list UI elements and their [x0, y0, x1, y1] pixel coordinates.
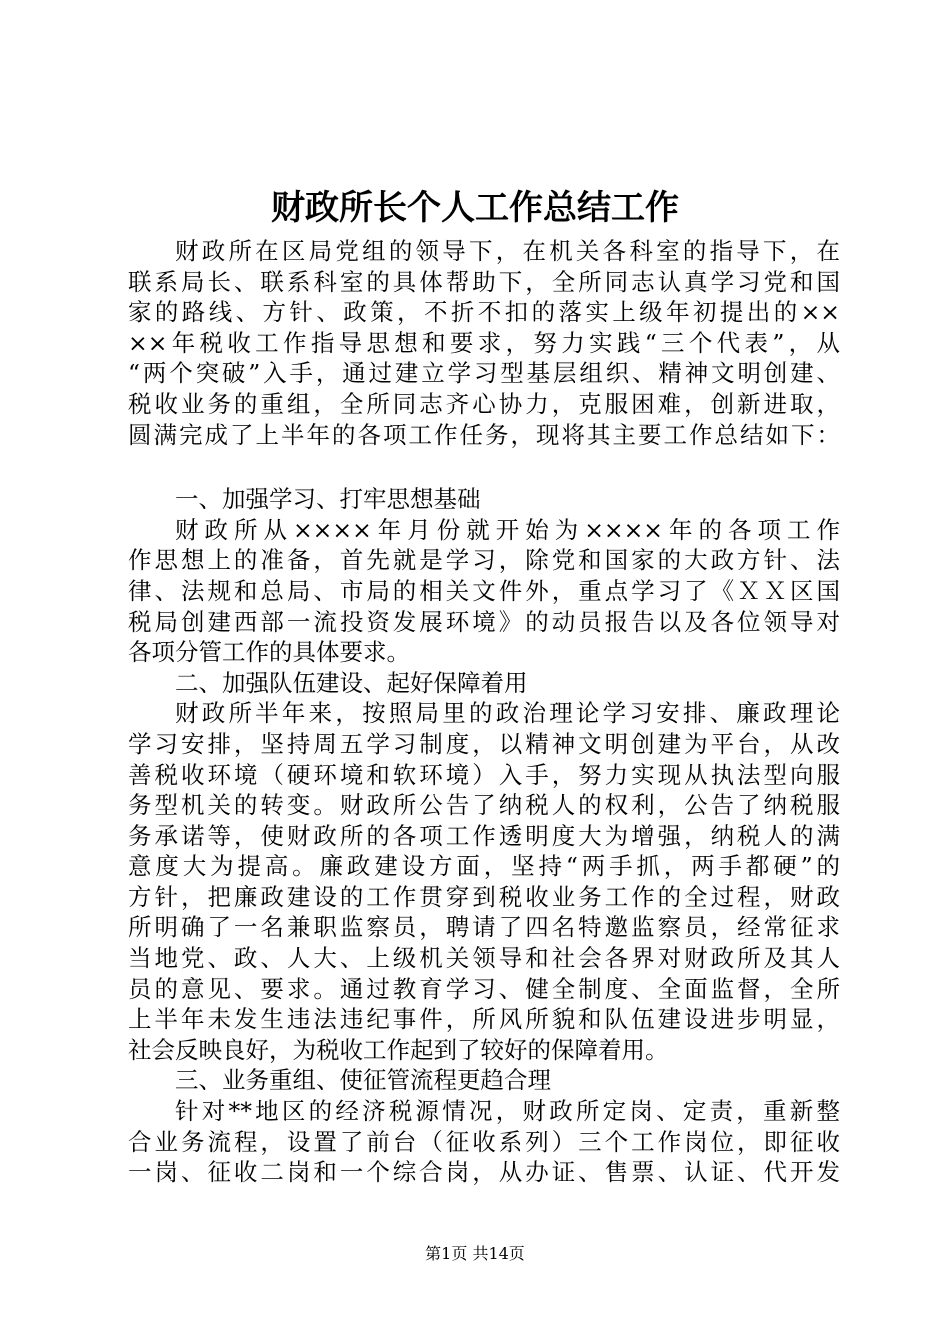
text-line: 作思想上的准备，首先就是学习，除党和国家的大政方针、法: [128, 546, 840, 575]
text-line: 善税收环境（硬环境和软环境）入手，努力实现从执法型向服: [128, 760, 840, 789]
text-line: 财政所从××××年月份就开始为××××年的各项工作: [175, 515, 840, 544]
text-line: “两个突破”入手，通过建立学习型基层组织、精神文明创建、: [128, 359, 840, 388]
paragraph-study: [128, 515, 840, 668]
text-line: 员的意见、要求。通过教育学习、健全制度、全面监督，全所: [128, 974, 840, 1003]
text-line: 务型机关的转变。财政所公告了纳税人的权利，公告了纳税服: [128, 791, 840, 820]
paragraph-intro: [128, 236, 840, 450]
text-line: 圆满完成了上半年的各项工作任务，现将其主要工作总结如下：: [128, 420, 840, 449]
document-title: 财政所长个人工作总结工作: [271, 188, 679, 228]
text-line: 所明确了一名兼职监察员，聘请了四名特邀监察员，经常征求: [128, 913, 840, 942]
section-heading-1: 一、加强学习、打牢思想基础: [175, 485, 481, 514]
text-line: 一岗、征收二岗和一个综合岗，从办证、售票、认证、代开发: [128, 1158, 840, 1187]
text-line: 家的路线、方针、政策，不折不扣的落实上级年初提出的××: [128, 298, 840, 327]
page-number-footer: 第1页 共14页: [425, 1244, 525, 1263]
text-line: 税收业务的重组，全所同志齐心协力，克服困难，创新进取，: [128, 389, 840, 418]
text-line: 联系局长、联系科室的具体帮助下，全所同志认真学习党和国: [128, 267, 840, 296]
text-line: 社会反映良好，为税收工作起到了较好的保障着用。: [128, 1035, 669, 1064]
paragraph-business: [128, 1096, 840, 1188]
text-line: 税局创建西部一流投资发展环境》的动员报告以及各位领导对: [128, 607, 840, 636]
text-line: 意度大为提高。廉政建设方面，坚持“两手抓，两手都硬”的: [128, 852, 840, 881]
section-heading-2: 二、加强队伍建设、起好保障着用: [175, 668, 528, 697]
text-line: 上半年未发生违法违纪事件，所风所貌和队伍建设进步明显，: [128, 1005, 840, 1034]
text-line: 合业务流程，设置了前台（征收系列）三个工作岗位，即征收: [128, 1127, 840, 1156]
text-line: 财政所半年来，按照局里的政治理论学习安排、廉政理论: [175, 699, 840, 728]
document-body: [128, 236, 840, 1188]
text-line: 当地党、政、人大、上级机关领导和社会各界对财政所及其人: [128, 944, 840, 973]
paragraph-team: [128, 698, 840, 1065]
text-line: 律、法规和总局、市局的相关文件外，重点学习了《ＸＸ区国: [128, 576, 840, 605]
paragraph-gap: [128, 450, 840, 484]
text-line: ××年税收工作指导思想和要求，努力实践“三个代表”，从: [128, 328, 840, 357]
text-line: 财政所在区局党组的领导下，在机关各科室的指导下，在: [175, 237, 840, 265]
text-line: 方针，把廉政建设的工作贯穿到税收业务工作的全过程，财政: [128, 882, 840, 911]
text-line: 学习安排，坚持周五学习制度，以精神文明创建为平台，从改: [128, 729, 840, 758]
text-line: 务承诺等，使财政所的各项工作透明度大为增强，纳税人的满: [128, 821, 840, 850]
text-line: 各项分管工作的具体要求。: [128, 638, 410, 667]
text-line: 针对**地区的经济税源情况，财政所定岗、定责，重新整: [175, 1097, 840, 1126]
section-heading-3: 三、业务重组、使征管流程更趋合理: [175, 1066, 551, 1095]
